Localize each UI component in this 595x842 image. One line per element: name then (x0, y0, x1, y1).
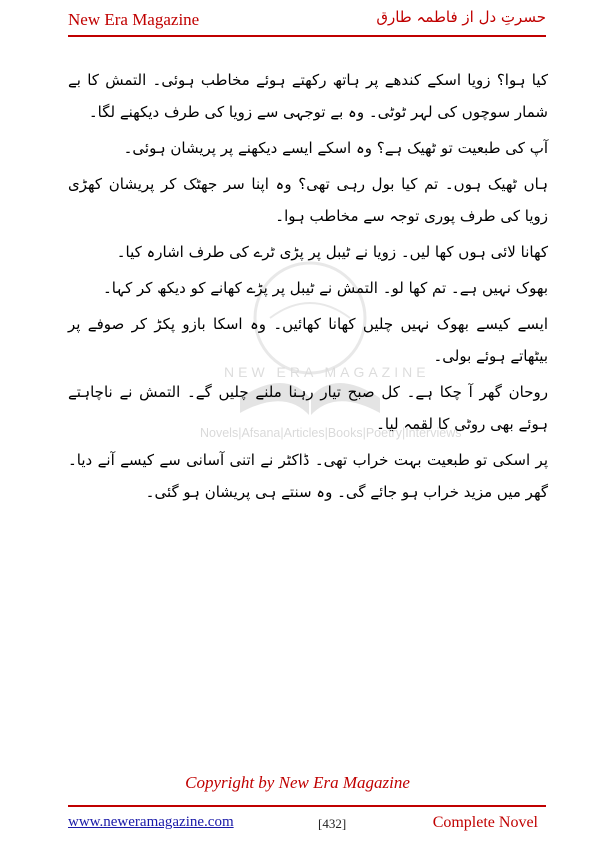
paragraph: روحان گھر آ چکا ہے۔ کل صبح تیار رہنا ملنے چلیں گے۔ التمش نے ناچاہتے ہوئے بھی روٹی کا لقمہ لیا۔ (68, 383, 548, 433)
page-header (68, 8, 546, 36)
magazine-name: New Era Magazine (68, 10, 200, 29)
footer-divider (68, 805, 546, 807)
page-number: [432] (318, 816, 347, 831)
paragraph: پر اسکی تو طبعیت بہت خراب تھی۔ ڈاکٹر نے اتنی آسانی سے کیسے آنے دیا۔ گھر میں مزید خراب ہو جائے گی۔ وہ سنتے ہی پریشان ہو گئی۔ (68, 451, 548, 501)
article-body (68, 64, 548, 512)
page-footer (68, 814, 546, 838)
paragraph: کیا ہوا؟ زویا اسکے کندھے پر ہاتھ رکھتے ہوئے مخاطب ہوئی۔ التمش کا بے شمار سوچوں کی لہر ٹوٹی۔ وہ بے توجہی سے زویا کی طرف دیکھنے لگا۔ (68, 71, 548, 121)
copyright-notice: Copyright by New Era Magazine (185, 773, 410, 792)
watermark-brand: NEW ERA MAGAZINE (224, 364, 430, 380)
paragraph: کھانا لائی ہوں کھا لیں۔ زویا نے ٹیبل پر پڑی ٹرے کی طرف اشارہ کیا۔ (116, 243, 548, 261)
watermark-tagline: Novels|Afsana|Articles|Books|Poetry|Interviews (200, 426, 462, 440)
header-divider (68, 35, 546, 37)
section-label: Complete Novel (432, 814, 538, 831)
paragraph: آپ کی طبعیت تو ٹھیک ہے؟ وہ اسکے ایسے دیکھنے پر پریشان ہوئی۔ (123, 139, 548, 157)
paragraph: ایسے کیسے بھوک نہیں چلیں کھانا کھائیں۔ وہ اسکا بازو پکڑ کر صوفے پر بیٹھاتے ہوئے بولی۔ (68, 315, 548, 365)
paragraph: ہاں ٹھیک ہوں۔ تم کیا بول رہی تھی؟ وہ اپنا سر جھٹک کر پریشان کھڑی زویا کی طرف پوری توجہ سے مخاطب ہوا۔ (68, 175, 548, 225)
paragraph: بھوک نہیں ہے۔ تم کھا لو۔ التمش نے ٹیبل پر پڑے کھانے کو دیکھ کر کہا۔ (102, 279, 548, 297)
website-link[interactable]: www.neweramagazine.com (68, 814, 234, 830)
novel-title: حسرتِ دل از فاطمہ طارق (376, 8, 546, 26)
